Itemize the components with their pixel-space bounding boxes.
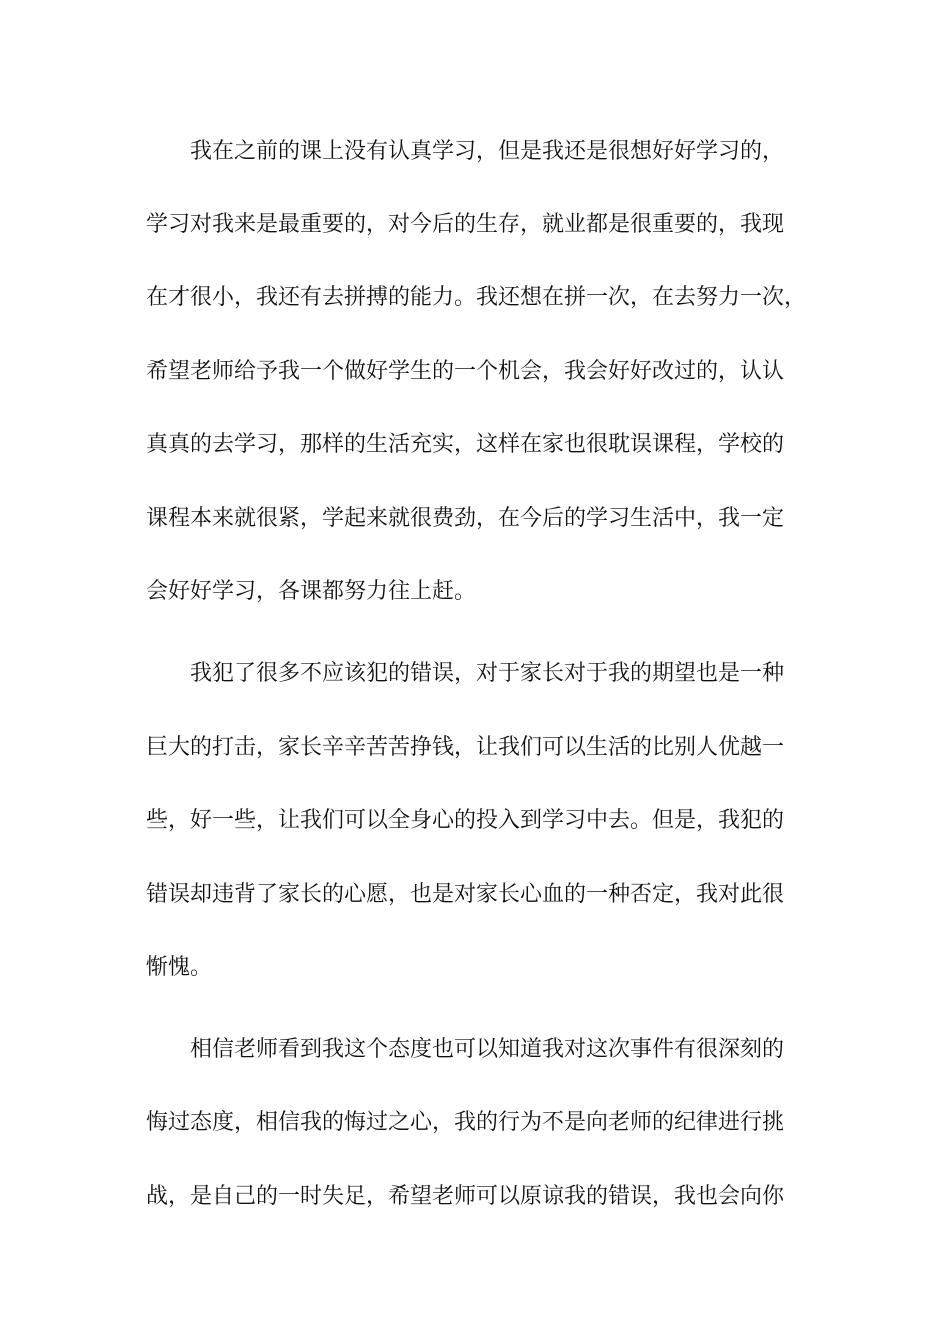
paragraph-2-line-1: 我犯了很多不应该犯的错误，对于家长对于我的期望也是一种 (190, 661, 785, 686)
paragraph-1-line-7: 会好好学习，各课都努力往上赶。 (146, 579, 477, 604)
paragraph-3-line-2: 悔过态度，相信我的悔过之心，我的行为不是向老师的纪律进行挑 (146, 1110, 785, 1135)
paragraph-2-line-5: 惭愧。 (146, 955, 213, 980)
paragraph-2-line-3: 些，好一些，让我们可以全身心的投入到学习中去。但是，我犯的 (146, 808, 785, 833)
paragraph-1-line-4: 希望老师给予我一个做好学生的一个机会，我会好好改过的，认认 (146, 359, 785, 384)
paragraph-1-line-3: 在才很小，我还有去拼搏的能力。我还想在拼一次，在去努力一次， (146, 285, 807, 310)
paragraph-1-line-2: 学习对我来是最重要的，对今后的生存，就业都是很重要的，我现 (146, 212, 785, 237)
paragraph-2-line-2: 巨大的打击，家长辛辛苦苦挣钱，让我们可以生活的比别人优越一 (146, 735, 785, 760)
paragraph-1-line-6: 课程本来就很紧，学起来就很费劲，在今后的学习生活中，我一定 (146, 506, 785, 531)
paragraph-2-line-4: 错误却违背了家长的心愿，也是对家长心血的一种否定，我对此很 (146, 882, 785, 907)
paragraph-1-line-5: 真真的去学习，那样的生活充实，这样在家也很耽误课程，学校的 (146, 432, 785, 457)
paragraph-3-line-1: 相信老师看到我这个态度也可以知道我对这次事件有很深刻的 (190, 1037, 785, 1062)
paragraph-3-line-3: 战，是自己的一时失足，希望老师可以原谅我的错误，我也会向你 (146, 1184, 785, 1209)
paragraph-1-line-1: 我在之前的课上没有认真学习，但是我还是很想好好学习的， (190, 139, 785, 164)
